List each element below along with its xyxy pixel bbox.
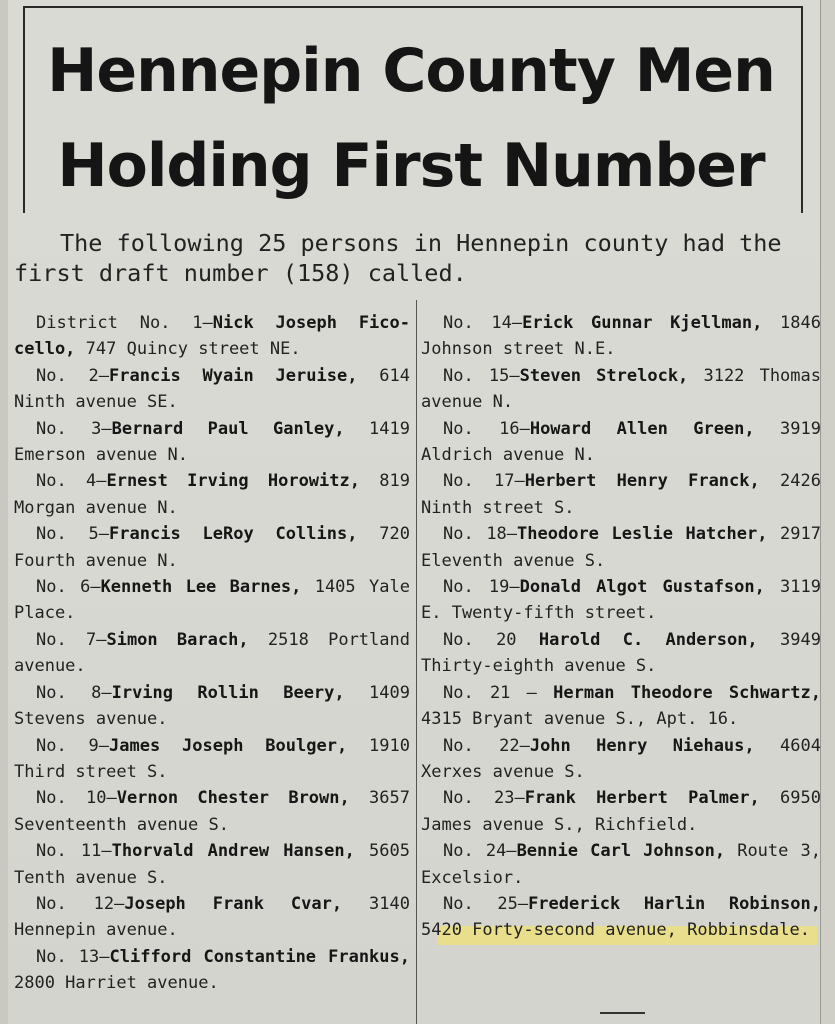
entry-number: No. 20 [443,629,539,650]
intro-line-1: The following 25 persons in Hennepin county had the [60,229,782,257]
entry-name: Bernard Paul Ganley, [111,418,345,439]
entry-3 [14,416,410,469]
entry-number: No. 18— [443,524,518,545]
entry-name: Harold C. Anderson, [538,629,758,650]
entry-13 [14,944,410,997]
right-column [421,310,821,944]
entry-number: No. 6— [36,577,101,598]
entry-number: No. 7— [36,629,107,650]
intro-paragraph [14,228,820,288]
entry-number: No. 17— [443,471,525,492]
entry-name: Herman Theodore Schwartz, [553,682,821,703]
entry-name: Ernest Irving Horowitz, [106,471,360,492]
headline-line-1: Hennepin County Men [47,36,775,106]
entry-name: Simon Barach, [106,629,249,650]
entry-name: Steven Strelock, [519,365,689,386]
entry-name: Clifford Constantine Frankus, [109,946,410,967]
headline [23,24,799,214]
page-edge-right [820,0,835,1024]
entry-number: No. 24— [443,841,517,862]
entry-address: 3119 E. Twenty-fifth street. [421,577,821,624]
entry-number: No. 16— [443,418,530,439]
left-column [14,310,410,997]
entry-name: Kenneth Lee Barnes, [100,577,302,598]
entry-11 [14,838,410,891]
entry-address: 2518 Portland avenue. [14,629,410,677]
entry-24 [421,838,821,891]
entry-number: No. 2— [36,365,110,386]
entry-name: Donald Algot Gustafson, [519,577,765,598]
entry-name: Irving Rollin Beery, [111,682,345,703]
intro-line-2: first draft number (158) called. [14,259,467,287]
entry-name: Vernon Chester Brown, [116,788,350,809]
entry-19 [421,574,821,627]
entry-number: No. 19— [443,577,520,598]
entry-10 [14,785,410,838]
entry-number: No. 10— [36,788,117,809]
entry-address: 1405 Yale Place. [14,577,410,624]
entry-address: 614 Ninth avenue SE. [14,365,410,413]
entry-address: 747 Quincy street NE. [75,339,301,360]
entry-number: No. 9— [36,735,110,756]
entry-18 [421,521,821,574]
entry-address: 4604 Xerxes avenue S. [421,735,821,782]
entry-1 [14,310,410,363]
entry-address: 3140 Hennepin avenue. [14,893,410,941]
entry-name: Theodore Leslie Hatcher, [517,524,768,545]
entry-address: 3919 Aldrich avenue N. [421,418,821,466]
entry-address: 3949 Thirty-eighth avenue S. [421,629,821,677]
entry-23 [421,785,821,838]
entry-number: No. 5— [36,524,110,545]
entry-address: 1910 Third street S. [14,735,410,782]
entry-name: Howard Allen Green, [529,418,755,439]
entry-address: 2917 Eleventh avenue S. [421,524,821,571]
entry-2 [14,363,410,416]
entry-number: District No. 1— [36,313,213,333]
entry-address: 5420 Forty-second avenue, Robbinsdale. [421,920,810,941]
end-rule [600,1012,645,1014]
entry-number: No. 12— [36,893,125,914]
entry-address: Route 3, Excelsior. [421,841,821,888]
entry-15 [421,363,821,416]
entry-4 [14,468,410,521]
entry-name: Herbert Henry Franck, [524,471,760,492]
entry-name: John Henry Niehaus, [529,735,755,756]
entry-16 [421,416,821,469]
entry-number: No. 22— [443,735,530,756]
entry-name: Frank Herbert Palmer, [524,788,760,809]
entry-14 [421,310,821,363]
entry-number: No. 4— [36,471,107,492]
entry-9 [14,733,410,786]
entry-name: Nick Joseph Fico-cello, [14,313,410,360]
headline-line-2: Holding First Number [57,131,765,201]
entry-name: Frederick Harlin Robinson, [528,893,821,914]
entry-address: 1419 Emerson avenue N. [14,418,410,466]
entry-number: No. 11— [36,841,112,862]
entry-address: 6950 James avenue S., Richfield. [421,788,821,835]
entry-8 [14,680,410,733]
entry-number: No. 3— [36,418,112,439]
entry-12 [14,891,410,944]
entry-number: No. 8— [36,682,112,703]
entry-name: Bennie Carl Johnson, [516,841,726,862]
entry-address: 2800 Harriet avenue. [14,973,219,994]
entry-address: 720 Fourth avenue N. [14,524,410,571]
page-edge-left [0,0,8,1024]
entry-address: 3122 Thomas avenue N. [421,365,821,413]
entry-25 [421,891,821,944]
entry-address: 1409 Stevens avenue. [14,682,410,730]
entry-5 [14,521,410,574]
entry-name: Francis LeRoy Collins, [109,524,358,545]
entry-number: No. 21 — [443,682,554,703]
column-divider [416,300,417,1024]
entry-address: 4315 Bryant avenue S., Apt. 16. [421,709,739,730]
entry-7 [14,627,410,680]
entry-20 [421,627,821,680]
entry-name: Erick Gunnar Kjellman, [522,313,763,333]
entry-address: 819 Morgan avenue N. [14,471,410,518]
entry-address: 1846 Johnson street N.E. [421,313,821,360]
entry-17 [421,468,821,521]
entry-6 [14,574,410,627]
entry-22 [421,733,821,786]
entry-number: No. 14— [443,313,523,333]
entry-number: No. 23— [443,788,525,809]
entry-name: James Joseph Boulger, [109,735,348,756]
entry-number: No. 15— [443,365,520,386]
entry-address: 3657 Seventeenth avenue S. [14,788,410,835]
entry-number: No. 13— [36,946,110,967]
entry-name: Francis Wyain Jeruise, [109,365,358,386]
entry-name: Joseph Frank Cvar, [124,893,343,914]
entry-address: 5605 Tenth avenue S. [14,841,410,888]
entry-21 [421,680,821,733]
entry-number: No. 25— [443,893,529,914]
entry-address: 2426 Ninth street S. [421,471,821,518]
entry-name: Thorvald Andrew Hansen, [111,841,355,862]
